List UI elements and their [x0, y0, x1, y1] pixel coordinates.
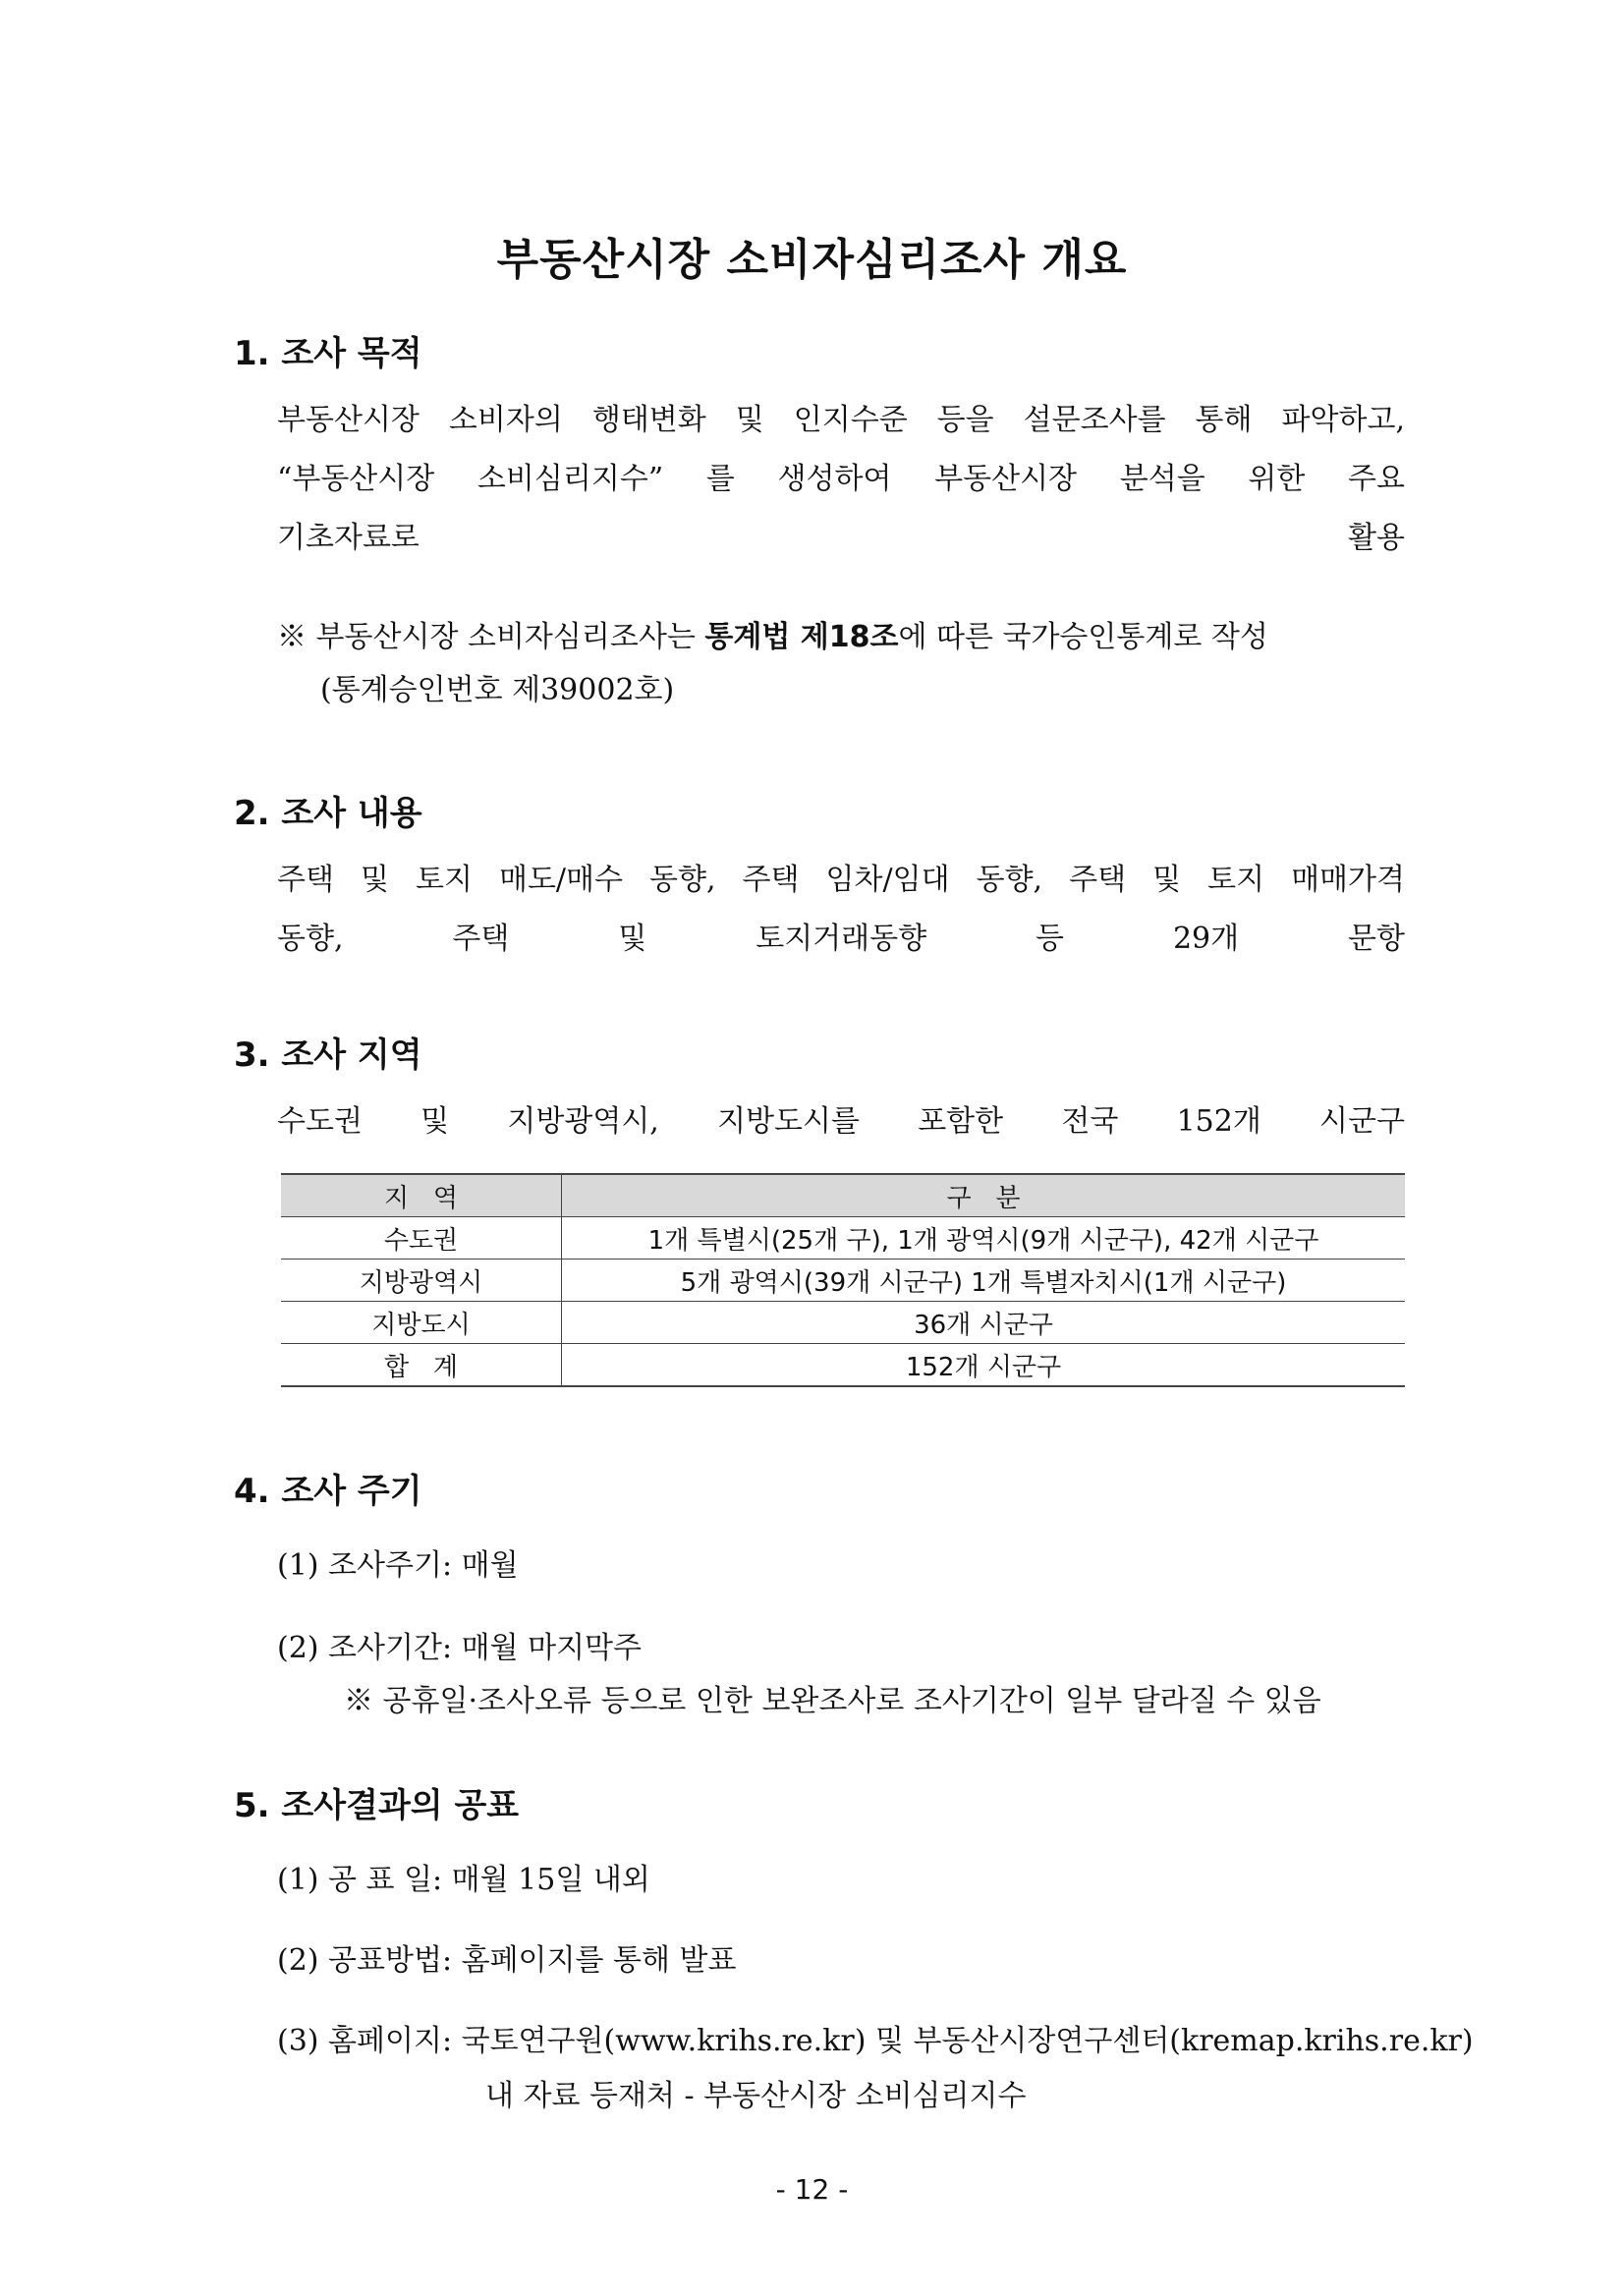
section-4-heading: 4. 조사 주기 — [234, 1472, 422, 1511]
table-cell-region: 지방도시 — [281, 1302, 562, 1344]
section-3-line-1: 수도권 및 지방광역시, 지방도시를 포함한 전국 152개 시군구 — [277, 1104, 1405, 1139]
section-1-note — [277, 611, 1405, 717]
section-5-item-1: (1) 공 표 일: 매월 15일 내외 — [277, 1863, 650, 1897]
table-row — [281, 1344, 1405, 1387]
section-1-heading: 1. 조사 목적 — [234, 334, 422, 373]
table-header-region: 지 역 — [281, 1174, 562, 1217]
note-prefix: ※ 부동산시장 소비자심리조사는 — [277, 620, 705, 654]
section-5-item-3-continuation: 내 자료 등재처 - 부동산시장 소비심리지수 — [485, 2079, 1027, 2113]
section-2-line-2: 동향, 주택 및 토지거래동향 등 29개 문항 — [277, 922, 1405, 956]
section-4-item-1: (1) 조사주기: 매월 — [277, 1548, 519, 1583]
section-2-body — [277, 851, 1405, 969]
section-3-body — [277, 1092, 1405, 1151]
table-cell-category: 5개 광역시(39개 시군구) 1개 특별자치시(1개 시군구) — [562, 1260, 1406, 1302]
table-cell-region: 합 계 — [281, 1344, 562, 1387]
note-bold-law: 통계법 제18조 — [704, 620, 899, 654]
table-cell-region: 수도권 — [281, 1217, 562, 1260]
table-row — [281, 1217, 1405, 1260]
section-4-item-2: (2) 조사기간: 매월 마지막주 — [277, 1631, 643, 1665]
table-cell-region: 지방광역시 — [281, 1260, 562, 1302]
page-number: - 12 - — [775, 2173, 849, 2206]
section-5-item-3: (3) 홈페이지: 국토연구원(www.krihs.re.kr) 및 부동산시장연구센터(kremap.krihs.re.kr) — [277, 2024, 1474, 2058]
region-table — [281, 1173, 1405, 1387]
note-line-2: (통계승인번호 제39002호) — [320, 673, 675, 707]
section-5-heading: 5. 조사결과의 공표 — [234, 1786, 520, 1825]
section-1-line-1: 부동산시장 소비자의 행태변화 및 인지수준 등을 설문조사를 통해 파악하고, — [277, 403, 1405, 437]
table-cell-category: 152개 시군구 — [562, 1344, 1406, 1387]
section-5-item-2: (2) 공표방법: 홈페이지를 통해 발표 — [277, 1943, 737, 1978]
note-line-1 — [277, 611, 1405, 664]
table-row — [281, 1302, 1405, 1344]
section-4-note: ※ 공휴일·조사오류 등으로 인한 보완조사로 조사기간이 일부 달라질 수 있음 — [344, 1684, 1321, 1718]
page-title: 부동산시장 소비자심리조사 개요 — [496, 235, 1128, 285]
section-1-body — [277, 391, 1405, 568]
section-2-line-1: 주택 및 토지 매도/매수 동향, 주택 임차/임대 동향, 주택 및 토지 매매가격 — [277, 863, 1405, 897]
section-3-heading: 3. 조사 지역 — [234, 1036, 422, 1075]
table-cell-category: 36개 시군구 — [562, 1302, 1406, 1344]
section-1-line-3: 기초자료로 활용 — [277, 521, 1405, 555]
section-1-line-2: “부동산시장 소비심리지수” 를 생성하여 부동산시장 분석을 위한 주요 — [277, 462, 1405, 496]
table-header-category: 구 분 — [562, 1174, 1406, 1217]
table-header-row — [281, 1174, 1405, 1217]
table-cell-category: 1개 특별시(25개 구), 1개 광역시(9개 시군구), 42개 시군구 — [562, 1217, 1406, 1260]
section-2-heading: 2. 조사 내용 — [234, 794, 422, 833]
note-suffix: 에 따른 국가승인통계로 작성 — [898, 620, 1268, 654]
table-row — [281, 1260, 1405, 1302]
